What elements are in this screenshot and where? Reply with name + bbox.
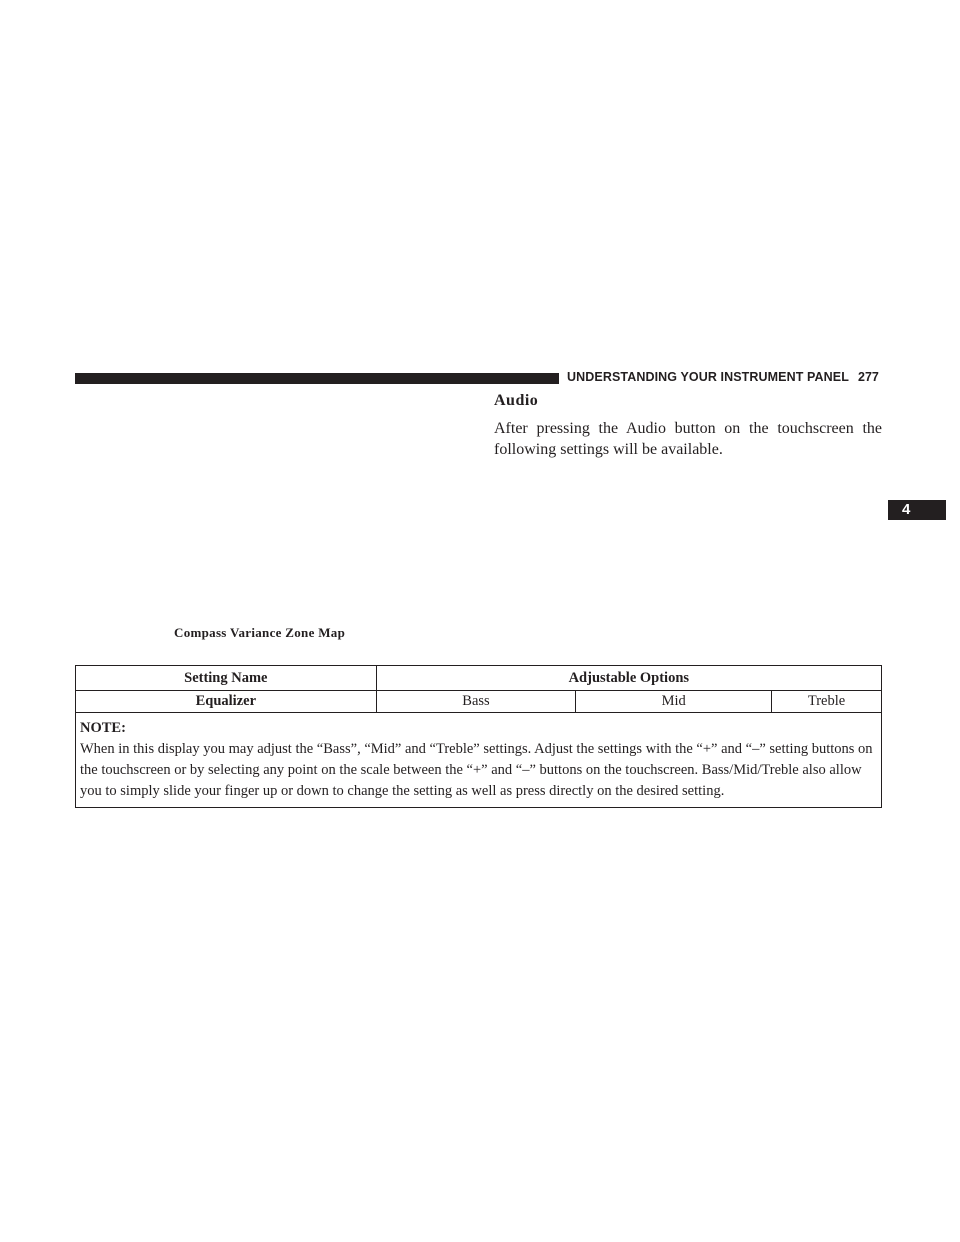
section-heading: Audio	[494, 392, 539, 409]
chapter-number: 4	[902, 501, 911, 518]
page-number: 277	[858, 370, 879, 384]
chapter-tab	[888, 500, 946, 520]
figure-caption: Compass Variance Zone Map	[174, 625, 346, 640]
section-paragraph: After pressing the Audio button on the touchscreen the following settings will be available.	[494, 420, 882, 458]
running-header-title: UNDERSTANDING YOUR INSTRUMENT PANEL	[567, 370, 849, 384]
note-cell	[76, 713, 882, 808]
header-rule	[75, 373, 559, 384]
header-setting-name: Setting Name	[76, 666, 377, 691]
option-cell: Mid	[576, 691, 772, 713]
table-row	[76, 691, 882, 713]
table-header-row	[76, 666, 882, 691]
option-cell: Treble	[772, 691, 882, 713]
note-text: When in this display you may adjust the “Bass”, “Mid” and “Treble” settings. Adjust the settings with the “+” and “–” setting buttons on the touchscreen or by selecting any point on the scale between the “+” and “–” buttons on the touchscreen. Bass/Mid/Treble also allow you to simply slide your finger up or down to change the setting as well as press directly on the desired setting.	[80, 741, 873, 799]
option-cell: Bass	[376, 691, 576, 713]
setting-name-cell: Equalizer	[76, 691, 377, 713]
note-row	[76, 713, 882, 808]
note-label: NOTE:	[80, 720, 126, 736]
header-adjustable-options: Adjustable Options	[376, 666, 881, 691]
settings-table	[75, 665, 882, 808]
